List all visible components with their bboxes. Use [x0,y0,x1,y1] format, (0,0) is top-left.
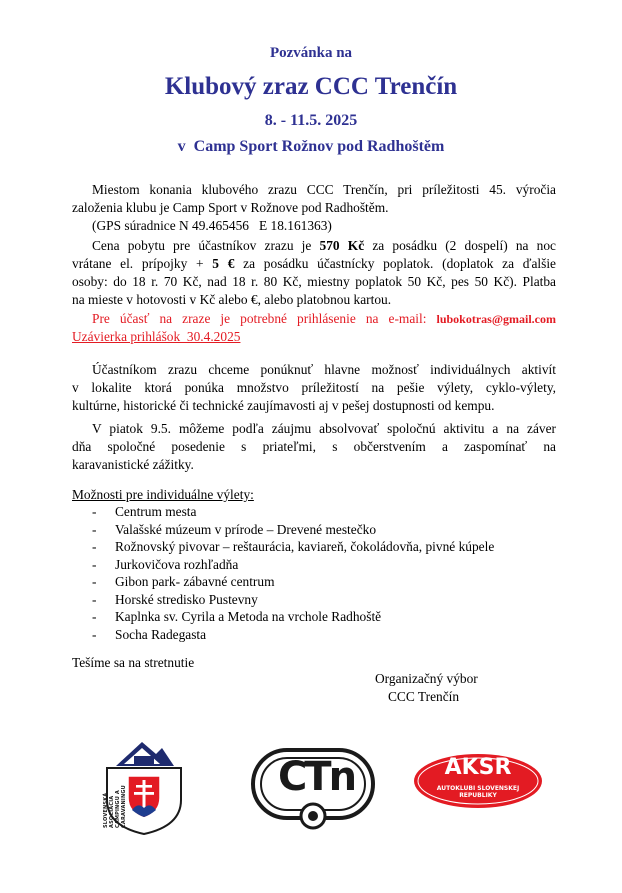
list-item: - Rožnovský pivovar – reštaurácia, kaviareň, čokoládovňa, pivné kúpele [92,538,494,556]
options-heading: Možnosti pre individuálne výlety: [72,487,254,502]
aksr-logo-subtitle: AUTOKLUBI SLOVENSKEJ REPUBLIKY [436,785,520,799]
activities-line: kultúrne, historické či technické zaujímavosti aj v pešej dostupnosti od kempu. [72,398,495,413]
list-item: - Gibon park- zábavné centrum [92,573,494,591]
gps-coordinates: (GPS súradnice N 49.465456 E 18.161363) [92,218,332,233]
list-item: - Jurkovičova rozhľadňa [92,556,494,574]
friday-line: V piatok 9.5. môžeme podľa záujmu absolvovať spoločnú aktivitu a na záver [92,421,556,436]
activities-line: Účastníkom zrazu chceme ponúknuť hlavne možnosť individuálnych aktivít [92,362,556,377]
registration-deadline: Uzávierka prihlášok 30.4.2025 [72,329,241,344]
intro-paragraph [72,181,556,235]
sacc-logo-text: SLOVENSKÁ ASOCIÁCIA CAMPINGU A CARAVANINGU [103,785,127,828]
invite-heading: Pozvánka na [269,45,353,61]
list-item: - Kaplnka sv. Cyrila a Metoda na vrchole Radhoště [92,608,494,626]
friday-paragraph [72,420,556,474]
participation-fee: 5 € [212,256,235,271]
friday-line: dňa spoločné posedenie s priateľmi, s občerstvením a zaspomínať na [72,439,556,454]
price-paragraph [72,237,556,309]
aksr-logo-title: AKSR [444,755,512,780]
signature [375,670,535,706]
registration-email-link[interactable]: lubokotras@gmail.com [436,312,556,326]
activities-paragraph [72,361,556,415]
closing-text: Tešíme sa na stretnutie [72,655,195,670]
intro-line: Miestom konania klubového zrazu CCC Trenčín, pri príležitosti 45. výročia [92,182,556,197]
registration-line: Pre účasť na zraze je potrebné prihlásenie na e-mail: lubokotras@gmail.com [92,311,556,326]
intro-line: založenia klubu je Camp Sport v Rožnove pod Radhoštěm. [72,200,389,215]
list-item: - Centrum mesta [92,503,494,521]
list-item: - Horské stredisko Pustevny [92,591,494,609]
activities-line: v lokalite ktorá ponúka množstvo príležitostí na pešie výlety, cyklo-výlety, [72,380,556,395]
price-amount: 570 Kč [319,238,365,253]
list-item: - Socha Radegasta [92,626,494,644]
price-line: vrátane el. prípojky + 5 € za posádku účastnícky poplatok. (doplatok za ďalšie [72,256,556,271]
event-title: Klubový zraz CCC Trenčín [164,73,458,100]
list-item: - Valašské múzeum v prírode – Drevené mestečko [92,521,494,539]
registration-paragraph [72,310,556,346]
ctn-logo-text: CTn [277,754,355,800]
friday-line: karavanistické zážitky. [72,457,194,472]
price-line: Cena pobytu pre účastníkov zrazu je 570 Kč za posádku (2 dospelí) na noc [92,238,556,253]
price-line: na mieste v hotovosti v Kč alebo €, alebo platobnou kartou. [72,292,392,307]
options-list [92,503,494,643]
event-venue: v Camp Sport Rožnov pod Radhoštěm [177,138,445,155]
signature-line: Organizačný výbor [375,671,478,686]
price-line: osoby: do 18 r. 70 Kč, nad 18 r. 80 Kč, miestny poplatok 50 Kč, pes 50 Kč). Platba [72,274,556,289]
signature-line: CCC Trenčín [388,689,460,704]
event-dates: 8. - 11.5. 2025 [264,112,358,129]
